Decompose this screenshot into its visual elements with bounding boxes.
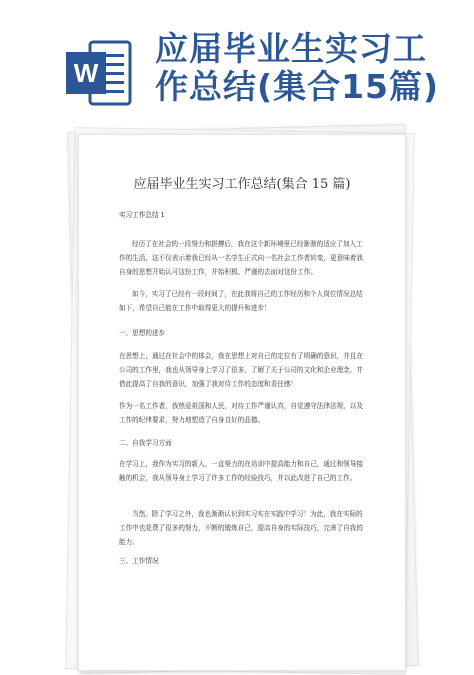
svg-text:W: W [73, 58, 99, 88]
word-document-icon [62, 36, 136, 110]
paragraph: 在思想上，通过在社会中的体会，我在思想上对自己的定位有了明确的意识，并且在公司的工作里，我也从领导身上学习了很多，了解了关于公司的文化和企业理念，并借此提高了自我的意识，加强了我对待工作的态度和责任感！ [119, 352, 363, 388]
header-banner [0, 0, 474, 110]
paragraph: 在学习上，我作为实习的新人，一直努力的在培训中提高能力和自己，通过和领导接触的机会，我从领导身上学习了许多工作的经验技巧，并以此改进了自己的工作。 [119, 460, 363, 482]
section-heading: 三、工作情况 [119, 557, 159, 565]
paragraph: 如今，实习了已经有一段时间了，在此我将自己的工作经历和个人岗位情况总结如下，希望自己能在工作中取得更大的提升和进步！ [119, 290, 363, 312]
paragraph: 作为一名工作者，我热爱祖国和人民，对待工作严谨认真，自觉遵守法律法规，以及工作的纪律要求，努力地塑造了自身良好的品德。 [119, 402, 363, 424]
section-heading: 一、思想的进步 [119, 329, 166, 337]
document-page [78, 134, 406, 671]
document-subheading: 实习工作总结 1 [119, 211, 165, 219]
paragraph: 经历了在社会的一段努力和拼搏后，我在这个新环境里已经渐渐的适应了加入工作的生活，这不仅表示着我已经从一名学生正式向一名社会工作者转变，更意味着我自身的思想开始认可这份工作，并始积极、严谨的去面对这份工作。 [119, 240, 363, 276]
document-title: 应届毕业生实习工作总结(集合 15 篇) [133, 177, 351, 192]
banner-title: 应届毕业生实习工 作总结(集合15篇) [155, 29, 440, 106]
paragraph: 当然，除了学习之外，我也渐渐认识到实习实在实践中学习！为此，我在实际的工作中也花费了很多的努力，不断的锻炼自己，提高自身的实际技巧，完善了自我的能力。 [119, 510, 363, 546]
section-heading: 二、自我学习方面 [119, 439, 172, 447]
